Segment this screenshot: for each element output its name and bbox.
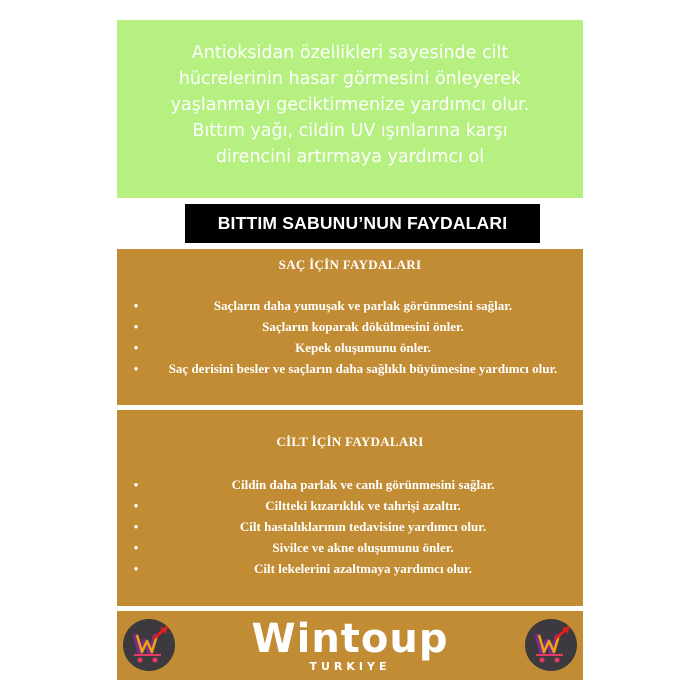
bullet-icon: •	[133, 477, 139, 492]
list-item-text: Saçların koparak dökülmesini önler.	[262, 319, 464, 334]
list-item-text: Cilt hastalıklarının tedavisine yardımcı olur.	[239, 519, 487, 534]
page-title: BITTIM SABUNU’NUN FAYDALARI	[185, 204, 540, 243]
list-item-text: Saçların daha yumuşak ve parlak görünmesini sağlar.	[213, 298, 513, 313]
bullet-icon: •	[133, 561, 139, 576]
brand-subtitle: TURKIYE	[309, 660, 391, 673]
wintoup-cart-logo-icon	[525, 619, 577, 671]
hair-section-heading: SAÇ İÇİN FAYDALARI	[278, 257, 422, 272]
list-item-text: Sivilce ve akne oluşumunu önler.	[272, 540, 454, 555]
intro-line: Antioksidan özellikleri sayesinde cilt	[191, 43, 509, 63]
list-item	[117, 474, 583, 495]
skin-benefits-list	[117, 474, 583, 579]
intro-line: direncini artırmaya yardımcı ol	[215, 147, 485, 167]
list-item-text: Kepek oluşumunu önler.	[295, 340, 431, 355]
list-item	[117, 316, 583, 337]
bullet-icon: •	[133, 319, 139, 334]
bullet-icon: •	[133, 519, 139, 534]
list-item	[117, 516, 583, 537]
bullet-icon: •	[133, 498, 139, 513]
hair-benefits-panel	[117, 249, 583, 405]
bullet-icon: •	[133, 540, 139, 555]
list-item	[117, 537, 583, 558]
hair-benefits-list	[117, 295, 583, 379]
skin-section-heading: CİLT İÇİN FAYDALARI	[276, 434, 424, 449]
bullet-icon: •	[133, 298, 139, 313]
bullet-icon: •	[133, 340, 139, 355]
list-item	[117, 495, 583, 516]
list-item	[117, 295, 583, 316]
brand-footer	[117, 611, 583, 680]
list-item-text: Saç derisini besler ve saçların daha sağlıklı büyümesine yardımcı olur.	[168, 361, 558, 376]
list-item	[117, 337, 583, 358]
brand-name: Wintoup	[251, 616, 449, 662]
list-item	[117, 558, 583, 579]
bullet-icon: •	[133, 361, 139, 376]
list-item-text: Ciltteki kızarıklık ve tahrişi azaltır.	[265, 498, 461, 513]
list-item	[117, 358, 583, 379]
skin-benefits-panel	[117, 410, 583, 606]
intro-panel	[117, 20, 583, 198]
intro-line: Bıttım yağı, cildin UV ışınlarına karşı	[192, 121, 508, 141]
list-item-text: Cilt lekelerini azaltmaya yardımcı olur.	[254, 561, 472, 576]
intro-line: yaşlanmayı geciktirmenize yardımcı olur.	[170, 95, 530, 115]
intro-line: hücrelerinin hasar görmesini önleyerek	[178, 69, 522, 89]
list-item-text: Cildin daha parlak ve canlı görünmesini sağlar.	[231, 477, 495, 492]
